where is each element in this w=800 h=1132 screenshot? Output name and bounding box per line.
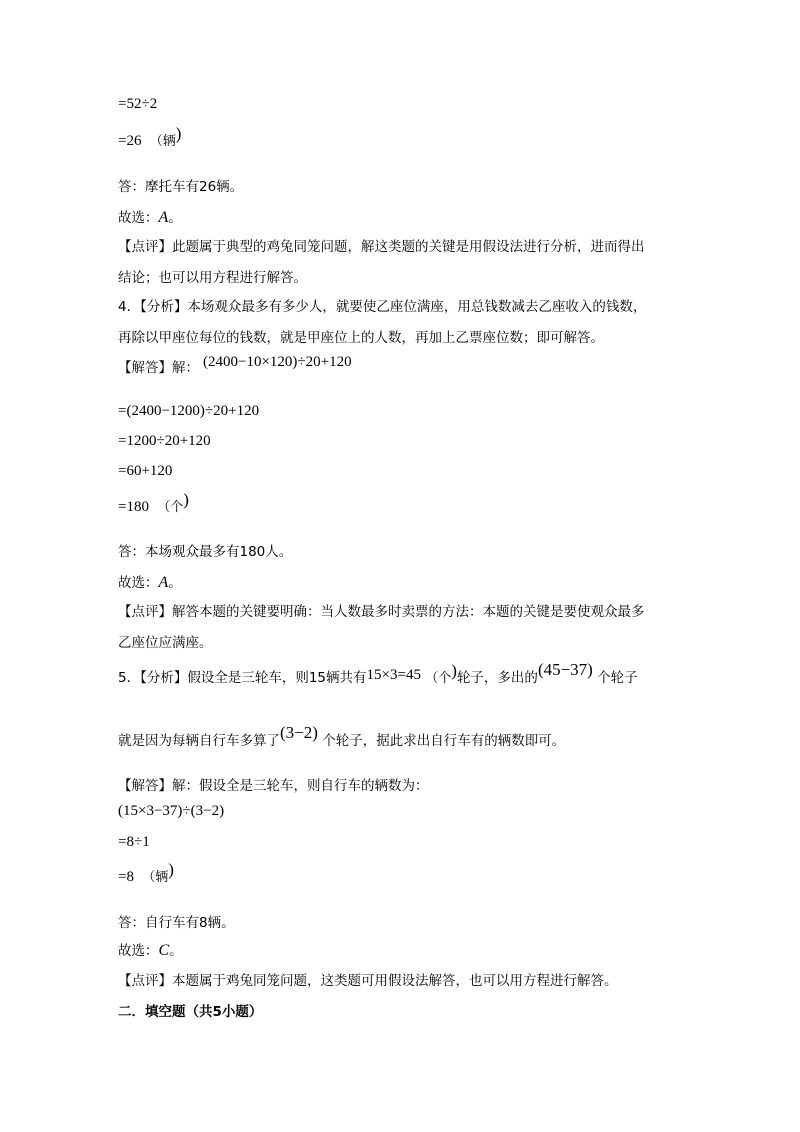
p5-step2: =8 [118,869,134,885]
p5-choice-suffix: 。 [169,943,183,959]
p5-choice [118,941,183,961]
p3-comment-line2: 结论；也可以用方程进行解答。 [118,270,307,286]
p3-choice-suffix: 。 [168,210,182,226]
p4-step1: =(2400−1200)÷20+120 [118,403,260,419]
p5-analysis-expr2: (45−37) [537,660,593,679]
p3-answer: 答：摩托车有26辆。 [118,179,244,195]
p3-choice-prefix: 故选： [118,210,159,226]
p5-analysis-line1 [118,660,638,689]
p4-choice-letter: A [158,574,169,591]
p5-analysis-a: 5．【分析】假设全是三轮车，则15辆共有 [118,670,367,686]
p3-choice [118,208,182,228]
p5-analysis-unit-close: ) [451,661,457,680]
p4-step4: =180 [118,499,149,515]
p5-analysis-c: 个轮子 [597,670,638,686]
p5-analysis-line2 [118,723,566,751]
p5-comment: 【点评】本题属于鸡兔同笼问题，这类题可用假设法解答，也可以用方程进行解答。 [118,973,618,989]
p4-analysis-line1: 4．【分析】本场观众最多有多少人，就要使乙座位满座，用总钱数减去乙座收入的钱数， [118,299,647,315]
p4-solve-line [118,354,352,378]
section2-heading: 二．填空题（共5小题） [118,1004,263,1020]
p3-choice-letter: A [158,209,169,226]
p5-analysis-expr1: 15×3=45 [366,667,421,683]
p4-step4-unit: （个 [157,500,184,515]
p4-choice-suffix: 。 [168,575,182,591]
p5-step2-unit-close: ) [168,860,174,879]
p3-step1: =52÷2 [118,96,158,112]
p3-step2: =26 [118,133,142,149]
p5-choice-prefix: 故选： [118,943,159,959]
p3-step2-unit: （辆 [149,134,176,149]
p4-comment-line2: 乙座位应满座。 [118,635,213,651]
p4-solve-expr: (2400−10×120)÷20+120 [203,354,352,370]
p5-analysis-l2a: 就是因为每辆自行车多算了 [118,733,280,749]
p3-step2-line [118,124,182,152]
p5-step2-line [118,860,174,888]
p5-analysis-b: 轮子，多出的 [456,670,538,686]
p4-choice [118,573,182,593]
p5-analysis-unit: （个 [425,671,452,686]
p4-answer: 答：本场观众最多有180人。 [118,544,293,560]
p5-analysis-expr3: (3−2) [280,723,318,742]
p4-choice-prefix: 故选： [118,575,159,591]
p4-step3: =60+120 [118,463,173,479]
p3-comment-line1: 【点评】此题属于典型的鸡兔同笼问题，解这类题的关键是用假设法进行分析，进而得出 [118,239,645,255]
p4-step4-line [118,490,189,518]
p4-step4-unit-close: ) [183,490,189,509]
p5-step2-unit: （辆 [142,870,169,885]
p5-step1: =8÷1 [118,834,150,850]
p5-answer: 答：自行车有8辆。 [118,915,235,931]
p4-analysis-line2: 再除以甲座位每位的钱数，就是甲座位上的人数，再加上乙票座位数；即可解答。 [118,330,604,346]
p3-step2-unit-close: ) [175,124,182,143]
p4-comment-line1: 【点评】解答本题的关键要明确：当人数最多时卖票的方法：本题的关键是要使观众最多 [118,604,645,620]
p5-analysis-l2b: 个轮子，据此求出自行车有的辆数即可。 [322,733,566,749]
p5-solve-line: 【解答】解：假设全是三轮车，则自行车的辆数为： [118,778,429,794]
p4-step2: =1200÷20+120 [118,433,211,449]
p5-expr: (15×3−37)÷(3−2) [118,803,225,819]
p5-choice-letter: C [158,942,170,959]
p4-solve-label: 【解答】解： [118,360,199,376]
